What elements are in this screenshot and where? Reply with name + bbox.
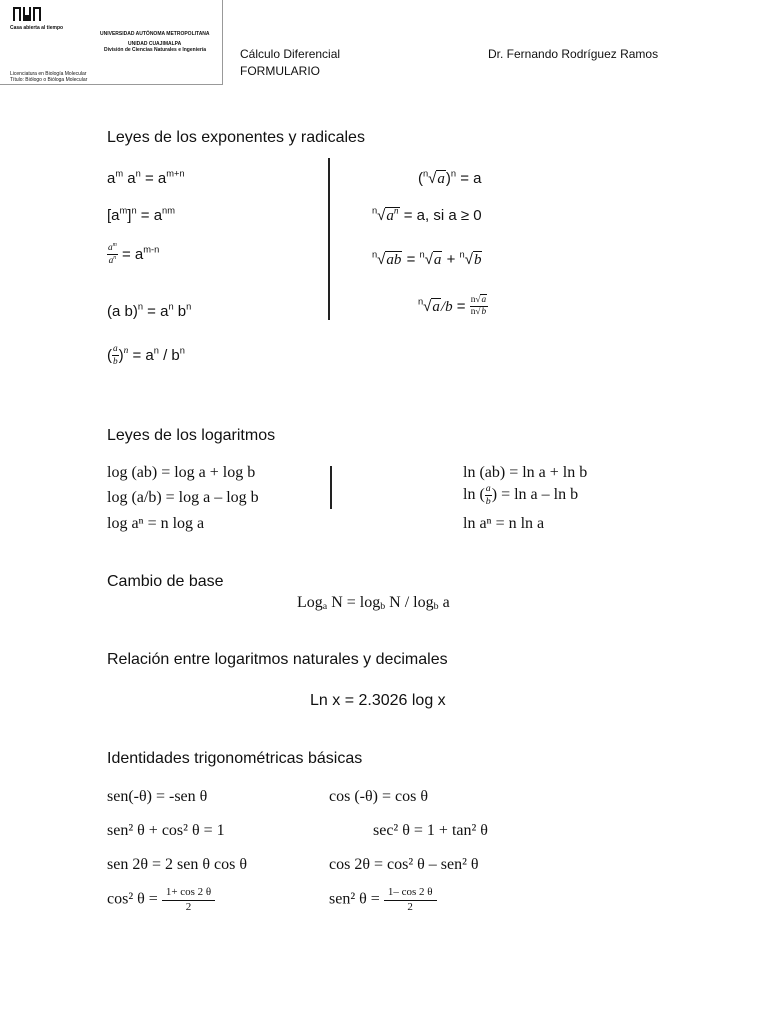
formula-cos-squared: cos² θ = $\frac{1+ \cos 2 \theta}{2}$ <box>107 887 215 913</box>
author-name: Dr. Fernando Rodríguez Ramos <box>488 47 659 61</box>
formula-log-product: log (ab) = log a + log b <box>107 464 256 481</box>
formula-product-rule: $a^m$ $a^n = a^{m+n}$ <box>107 168 185 187</box>
formula-root-power: $(^n√a)^n = a$ <box>418 168 482 187</box>
section-title-base: Cambio de base <box>107 573 224 590</box>
logo-tagline: Casa abierta al tiempo <box>10 25 64 31</box>
university-name: UNIVERSIDAD AUTÓNOMA METROPOLITANA <box>100 31 210 37</box>
course-name: Cálculo Diferencial <box>240 47 341 61</box>
formula-sen-squared: sen² θ = $\frac{1- \cos 2 \theta}{2}$ <box>329 887 437 913</box>
section-title-trig: Identidades trigonométricas básicas <box>107 750 363 767</box>
formula-sen-negative: sen(-θ) = -sen θ <box>107 788 208 805</box>
formula-sen-double: sen 2θ = 2 sen θ cos θ <box>107 856 247 873</box>
program-name: Licenciatura en Biología Molecular <box>10 71 87 77</box>
formula-root-product: $^n$√ab = $^n$√a + $^n$√b <box>372 249 482 268</box>
logs-divider <box>330 466 332 509</box>
formula-quotient-power: ( $\frac{a}{b}$ )$^n = a^n / b^n$ <box>107 344 185 368</box>
unit-name: UNIDAD CUAJIMALPA <box>128 41 182 47</box>
radical-condition: , si a ≥ 0 <box>425 207 482 224</box>
formula-ln-product: ln (ab) = ln a + ln b <box>463 464 588 481</box>
formula-log-quotient: log (a/b) = log a – log b <box>107 489 259 506</box>
formula-root-of-power: $^n√a^n = a$, si a ≥ 0 <box>372 205 482 224</box>
formula-quotient-rule: $\frac{a^m}{a^n}$ = $a^{m-n}$ <box>108 241 160 267</box>
formula-log-power: log aⁿ = n log a <box>107 515 205 532</box>
formula-power-rule: $[a^m]^n = a^{nm}$ <box>107 205 175 224</box>
formula-pythagorean: sen² θ + cos² θ = 1 <box>107 822 225 839</box>
section-title-natural: Relación entre logaritmos naturales y decimales <box>107 651 448 668</box>
degree-title: Título: Biólogo o Bióloga Molecular <box>10 77 88 83</box>
header-logo-box <box>0 0 223 85</box>
formula-product-power: (a $b)^n = a^n$ $b^n$ <box>107 301 192 320</box>
formula-ln-quotient: ln ( $\frac{a}{b}$ ) = ln a – ln b <box>463 483 579 507</box>
formula-cos-double: cos 2θ = cos² θ – sen² θ <box>329 856 479 873</box>
formula-change-of-base: Log$_a$ $N = \log_b N / \log_b a$ <box>297 594 450 612</box>
section-title-logs: Leyes de los logaritmos <box>107 427 276 444</box>
formula-ln-power: ln aⁿ = n ln a <box>463 515 545 532</box>
column-divider <box>328 158 330 320</box>
doc-type: FORMULARIO <box>240 64 321 78</box>
formula-cos-negative: cos (-θ) = cos θ <box>329 788 428 805</box>
uam-logo-icon <box>12 6 48 24</box>
formula-ln-log: Ln x = 2.3026 log x <box>310 692 446 709</box>
section-title-exponents: Leyes de los exponentes y radicales <box>107 129 365 146</box>
formula-root-quotient: $^n$√a/b = $\frac{n√a}{n√b}$ <box>418 295 487 318</box>
formula-sec-tan: sec² θ = 1 + tan² θ <box>373 822 488 839</box>
division-name: División de Ciencias Naturales e Ingeniería <box>104 47 206 53</box>
